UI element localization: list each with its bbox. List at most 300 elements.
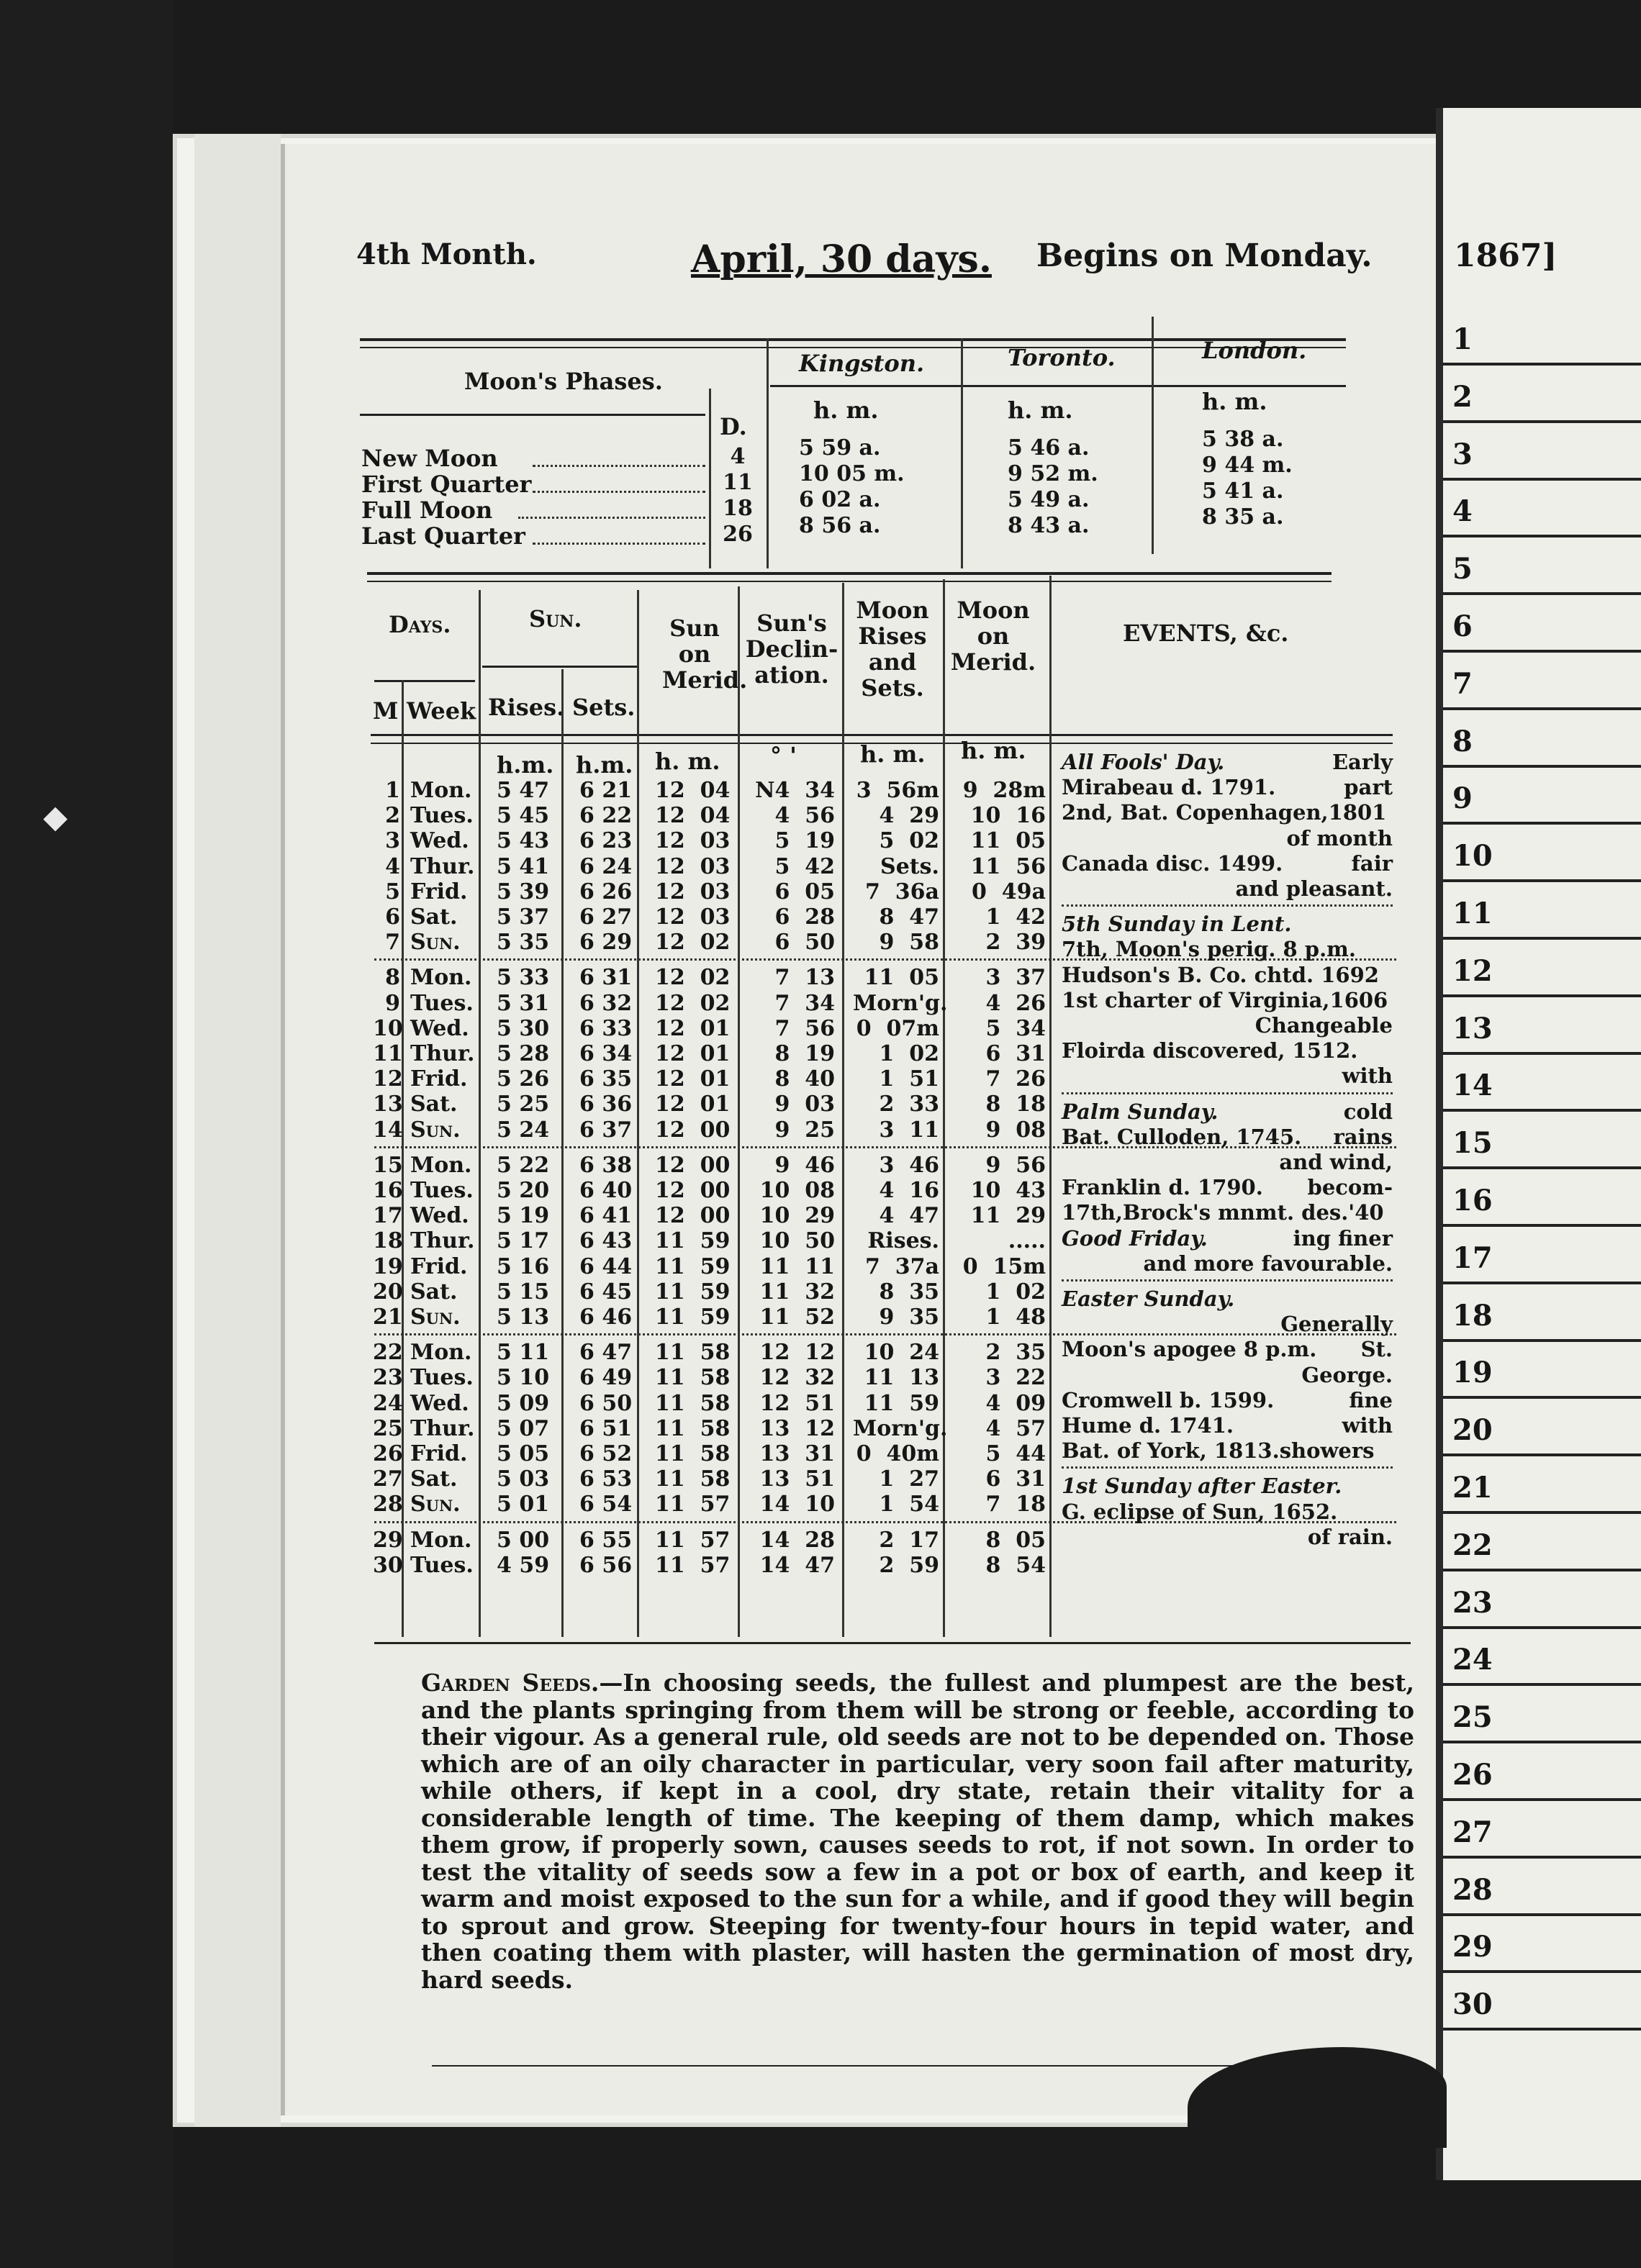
facing-row-rule <box>1443 363 1641 366</box>
sun-rises: 5 11 <box>497 1340 550 1366</box>
year-label: 1867] <box>1454 237 1558 274</box>
moon-meridian: 11 29 <box>970 1203 1046 1229</box>
sun-rises: 5 41 <box>497 853 550 879</box>
col-line-decl <box>842 583 844 1637</box>
moon-rises-h1: Moon <box>856 597 929 624</box>
sun-declination: 9 25 <box>774 1117 835 1143</box>
day-of-week: Sun. <box>410 930 461 956</box>
sun-sets: 6 46 <box>579 1305 633 1330</box>
sun-rises: 5 25 <box>497 1092 550 1117</box>
month-label: 4th Month. <box>356 237 537 271</box>
sun-sets: 6 43 <box>579 1228 633 1254</box>
event-text: 1st charter of Virginia,1606 <box>1062 987 1388 1012</box>
facing-day-number: 8 <box>1452 724 1473 758</box>
day-of-month: 7 <box>385 930 400 956</box>
event-line <box>1062 1150 1393 1176</box>
day-of-week: Wed. <box>410 1390 469 1416</box>
sun-merid-h3: Merid. <box>662 666 748 694</box>
facing-day-number: 28 <box>1452 1872 1493 1907</box>
moon-rise-set: 11 59 <box>864 1390 939 1416</box>
top-rule <box>360 338 1346 341</box>
sun-rises: 5 09 <box>497 1390 550 1416</box>
day-of-month: 4 <box>385 853 400 879</box>
day-of-week: Thur. <box>410 1415 475 1441</box>
facing-day-number: 19 <box>1452 1356 1493 1390</box>
event-weather: of rain. <box>1307 1524 1393 1549</box>
facing-day-number: 7 <box>1452 666 1473 701</box>
sun-declination: 6 05 <box>774 879 835 904</box>
garden-seeds-lead: Garden Seeds. <box>421 1669 600 1697</box>
sun-sets: 6 55 <box>579 1527 633 1553</box>
sun-sets: 6 33 <box>579 1015 633 1041</box>
decl-h1: Sun's <box>756 609 827 637</box>
moon-rise-set: 1 02 <box>879 1041 939 1066</box>
event-weather: with <box>1342 1063 1393 1089</box>
phase-kingston: 10 05 m. <box>799 461 905 486</box>
sun-declination: 5 42 <box>774 853 835 879</box>
day-of-month: 21 <box>373 1305 403 1330</box>
phase-london: 8 35 a. <box>1202 504 1284 530</box>
day-of-week: Mon. <box>410 965 472 991</box>
sun-rises: 4 59 <box>497 1552 550 1578</box>
moon-rise-set: 4 29 <box>879 803 939 829</box>
phase-kingston: 8 56 a. <box>799 513 881 538</box>
phase-day: 18 <box>723 496 753 521</box>
day-of-week: Mon. <box>410 1527 472 1553</box>
phase-london: 5 38 a. <box>1202 427 1284 452</box>
facing-row-rule <box>1443 765 1641 768</box>
moon-rise-set: 0 07m <box>856 1015 939 1041</box>
event-line <box>1062 750 1393 776</box>
event-text: Cromwell b. 1599. <box>1062 1387 1275 1412</box>
event-weather: and pleasant. <box>1235 876 1393 901</box>
moon-meridian: 0 49a <box>972 879 1046 904</box>
sun-declination: 8 19 <box>774 1041 835 1066</box>
day-of-week: Frid. <box>410 1066 468 1092</box>
moon-rises-h2: Rises <box>858 622 927 650</box>
event-line <box>1062 851 1393 877</box>
facing-day-number: 2 <box>1452 379 1473 414</box>
sun-declination: 11 11 <box>759 1253 835 1279</box>
moon-meridian: 8 54 <box>985 1552 1046 1578</box>
sun-sets: 6 45 <box>579 1279 633 1305</box>
sun-declination: 11 32 <box>759 1279 835 1305</box>
moon-meridian: 7 26 <box>985 1066 1046 1092</box>
phase-toronto: 8 43 a. <box>1008 513 1090 538</box>
moon-rise-set: Morn'g. <box>853 990 948 1016</box>
moon-rise-set: 3 46 <box>879 1152 939 1178</box>
moon-merid-heading <box>950 597 1036 675</box>
event-text: Canada disc. 1499. <box>1062 850 1283 876</box>
sun-rises: 5 17 <box>497 1228 550 1254</box>
unit-sets: h.m. <box>576 751 633 779</box>
day-of-month: 25 <box>373 1415 403 1441</box>
moon-divider-2 <box>767 338 769 568</box>
event-weather: Generally <box>1280 1312 1393 1337</box>
moon-rise-set: 11 05 <box>864 965 939 991</box>
facing-row-rule <box>1443 1970 1641 1973</box>
day-of-month: 30 <box>373 1552 403 1578</box>
facing-day-number: 26 <box>1452 1758 1493 1792</box>
sun-sets: 6 53 <box>579 1466 633 1492</box>
event-weather: becom- <box>1307 1175 1393 1200</box>
facing-day-number: 1 <box>1452 322 1473 356</box>
facing-day-number: 13 <box>1452 1011 1493 1045</box>
day-of-week: Mon. <box>410 1340 472 1366</box>
sun-sets: 6 56 <box>579 1552 633 1578</box>
day-of-week: Sun. <box>410 1492 461 1518</box>
events-separator <box>1062 1279 1393 1282</box>
sun-rises: 5 10 <box>497 1365 550 1391</box>
facing-day-number: 5 <box>1452 552 1473 586</box>
sun-rises: 5 05 <box>497 1441 550 1466</box>
sun-meridian: 12 00 <box>655 1203 731 1229</box>
sun-rises: 5 19 <box>497 1203 550 1229</box>
top-rule-2 <box>360 347 1346 348</box>
day-of-month: 12 <box>373 1066 403 1092</box>
moon-meridian: 4 26 <box>985 990 1046 1016</box>
garden-seeds-paragraph <box>421 1669 1414 1993</box>
facing-day-number: 21 <box>1452 1471 1493 1505</box>
event-line <box>1062 1251 1393 1277</box>
page-title: April, 30 days. <box>691 237 992 281</box>
phase-london: 9 44 m. <box>1202 453 1293 478</box>
sun-merid-h2: on <box>678 640 711 668</box>
day-of-month: 22 <box>373 1340 403 1366</box>
sun-meridian: 12 01 <box>655 1041 731 1066</box>
unit-moonmerid: h. m. <box>961 737 1026 764</box>
moon-rise-set: 9 35 <box>879 1305 939 1330</box>
day-of-month: 2 <box>385 803 400 829</box>
facing-day-number: 15 <box>1452 1126 1493 1161</box>
event-text: Bat. Culloden, 1745. <box>1062 1124 1302 1149</box>
sun-declination: 9 46 <box>774 1152 835 1178</box>
sun-rises: 5 37 <box>497 904 550 930</box>
sun-sets: 6 34 <box>579 1041 633 1066</box>
day-of-month: 28 <box>373 1492 403 1518</box>
sun-sets: 6 52 <box>579 1441 633 1466</box>
moon-rise-set: 4 16 <box>879 1178 939 1203</box>
phase-name: Last Quarter <box>361 522 525 550</box>
sun-rises: 5 26 <box>497 1066 550 1092</box>
moon-rise-set: 11 13 <box>864 1365 939 1391</box>
day-of-month: 19 <box>373 1253 403 1279</box>
event-line <box>1062 1099 1393 1125</box>
unit-decl: ° ' <box>770 742 797 769</box>
day-of-week: Thur. <box>410 1041 475 1066</box>
sun-declination: 10 50 <box>759 1228 835 1254</box>
sun-meridian: 12 00 <box>655 1178 731 1203</box>
facing-row-rule <box>1443 1052 1641 1055</box>
event-line <box>1062 1363 1393 1389</box>
events-separator <box>1062 1466 1393 1469</box>
phase-leader <box>533 465 705 467</box>
facing-day-number: 30 <box>1452 1987 1493 2022</box>
event-line <box>1062 1125 1393 1151</box>
moon-meridian: 5 34 <box>985 1015 1046 1041</box>
event-line <box>1062 1500 1393 1525</box>
facing-row-rule <box>1443 1913 1641 1916</box>
event-line <box>1062 1226 1393 1252</box>
sun-sets: 6 27 <box>579 904 633 930</box>
places-rule <box>770 385 1346 387</box>
day-of-week: Frid. <box>410 879 468 904</box>
decl-h3: ation. <box>754 661 829 689</box>
day-of-week: Mon. <box>410 778 472 803</box>
sun-rises: 5 24 <box>497 1117 550 1143</box>
moon-meridian: 5 44 <box>985 1441 1046 1466</box>
day-of-week: Tues. <box>410 990 474 1016</box>
col-line-merid <box>738 586 740 1637</box>
day-of-week: Sun. <box>410 1117 461 1143</box>
event-text: Hume d. 1741. <box>1062 1413 1234 1438</box>
moon-rise-set: 10 24 <box>864 1340 939 1366</box>
day-of-week: Wed. <box>410 1203 469 1229</box>
event-line <box>1062 1038 1393 1064</box>
decl-h2: Declin- <box>745 635 838 663</box>
moon-meridian: 4 57 <box>985 1415 1046 1441</box>
event-weather: fine <box>1349 1387 1393 1412</box>
moon-meridian: 9 08 <box>985 1117 1046 1143</box>
event-line <box>1062 775 1393 801</box>
moon-meridian: 10 16 <box>970 803 1046 829</box>
moon-rise-set: 7 36a <box>865 879 939 904</box>
sun-meridian: 12 04 <box>655 803 731 829</box>
event-weather: and wind, <box>1279 1150 1393 1174</box>
moon-divider-1 <box>709 389 711 568</box>
garden-seeds-text: —In choosing seeds, the fullest and plumpest are the best, and the plants springing from them will be strong or feeble, according to their vigour. As a general rule, old seeds are not to be depended on. Those which are of an oily character in particular, very soon fail after maturity, while others, if kept in a cool, dry state, retain their vitality for a considerable length of time. The keeping of them damp, which makes them grow, if properly sown, causes seeds to rot, if not sown. In order to test the vitality of seeds sow a few in a pot or box of earth, and keep it warm and moist exposed to the sun for a while, and if good they will begin to sprout and grow. Steeping for twenty-four hours in tepid water, and then coating them with plaster, will hasten the germination of most dry, hard seeds. <box>421 1669 1414 1994</box>
facing-day-number: 12 <box>1452 953 1493 988</box>
facing-row-rule <box>1443 707 1641 710</box>
event-line <box>1062 1063 1393 1089</box>
day-of-week: Frid. <box>410 1253 468 1279</box>
event-line <box>1062 1175 1393 1201</box>
days-sub-rule <box>374 680 475 682</box>
events-separator <box>1062 904 1393 907</box>
facing-row-rule <box>1443 1741 1641 1743</box>
sun-declination: 6 28 <box>774 904 835 930</box>
phase-leader <box>533 491 705 493</box>
day-of-month: 8 <box>385 965 400 991</box>
sun-meridian: 12 03 <box>655 879 731 904</box>
sun-declination: 9 03 <box>774 1092 835 1117</box>
sun-meridian: 11 59 <box>655 1253 731 1279</box>
sun-declination: 5 19 <box>774 828 835 854</box>
days-heading: Days. <box>389 611 451 638</box>
moon-meridian: ..... <box>1008 1228 1046 1254</box>
events-separator <box>1062 1092 1393 1094</box>
facing-row-rule <box>1443 1683 1641 1686</box>
phase-kingston: 5 59 a. <box>799 435 881 461</box>
phase-name: New Moon <box>361 445 498 472</box>
sun-declination: 13 12 <box>759 1415 835 1441</box>
sun-rises: 5 22 <box>497 1152 550 1178</box>
sun-meridian: 11 58 <box>655 1365 731 1391</box>
event-weather: part <box>1344 775 1393 800</box>
sun-meridian: 12 01 <box>655 1066 731 1092</box>
moon-rise-set: 0 40m <box>856 1441 939 1466</box>
sun-meridian: 12 02 <box>655 930 731 956</box>
day-of-month: 20 <box>373 1279 403 1305</box>
sun-sets: 6 22 <box>579 803 633 829</box>
moon-rise-set: 8 35 <box>879 1279 939 1305</box>
facing-day-number: 16 <box>1452 1184 1493 1217</box>
sun-sets: 6 26 <box>579 879 633 904</box>
phase-toronto: 5 49 a. <box>1008 487 1090 512</box>
facing-day-number: 22 <box>1452 1528 1493 1562</box>
day-of-month: 18 <box>373 1228 403 1254</box>
event-line <box>1062 1388 1393 1414</box>
moon-rise-set: 2 17 <box>879 1527 939 1553</box>
facing-day-number: 29 <box>1452 1930 1493 1964</box>
sun-declination: 10 08 <box>759 1178 835 1203</box>
facing-row-rule <box>1443 1453 1641 1456</box>
day-of-month: 26 <box>373 1441 403 1466</box>
moon-rise-set: 7 37a <box>865 1253 939 1279</box>
moon-meridian: 8 05 <box>985 1527 1046 1553</box>
unit-toronto: h. m. <box>1008 396 1073 424</box>
sun-declination: 13 31 <box>759 1441 835 1466</box>
sun-declination: 7 56 <box>774 1015 835 1041</box>
moon-meridian: 11 56 <box>970 853 1046 879</box>
sun-meridian: 11 59 <box>655 1279 731 1305</box>
place-kingston: Kingston. <box>799 350 925 377</box>
event-line <box>1062 826 1393 852</box>
facing-day-number: 24 <box>1452 1643 1493 1677</box>
day-of-week: Sat. <box>410 1466 458 1492</box>
moon-rises-h3: and <box>868 648 917 676</box>
moon-merid-h2: on <box>977 622 1010 650</box>
sun-sets: 6 44 <box>579 1253 633 1279</box>
sun-sets: 6 31 <box>579 965 633 991</box>
day-of-month: 14 <box>373 1117 403 1143</box>
header-bottom-rule <box>371 734 1393 736</box>
sun-sets: 6 40 <box>579 1178 633 1203</box>
sun-rises: 5 01 <box>497 1492 550 1518</box>
facing-day-number: 25 <box>1452 1700 1493 1735</box>
sun-declination: 7 34 <box>774 990 835 1016</box>
sun-merid-h1: Sun <box>669 614 720 642</box>
facing-row-rule <box>1443 1569 1641 1571</box>
day-of-week: Thur. <box>410 1228 475 1254</box>
day-of-month: 24 <box>373 1390 403 1416</box>
phase-name: Full Moon <box>361 496 493 524</box>
facing-row-rule <box>1443 822 1641 825</box>
facing-row-rule <box>1443 879 1641 882</box>
event-text: 1st Sunday after Easter. <box>1062 1474 1342 1499</box>
sun-meridian: 12 03 <box>655 828 731 854</box>
day-of-month: 9 <box>385 990 400 1016</box>
event-text: All Fools' Day. <box>1062 750 1225 774</box>
sun-meridian: 11 58 <box>655 1390 731 1416</box>
moon-rise-set: 3 11 <box>879 1117 939 1143</box>
sun-rises: 5 07 <box>497 1415 550 1441</box>
day-of-week: Tues. <box>410 1365 474 1391</box>
day-of-month: 27 <box>373 1466 403 1492</box>
scan-background-left <box>0 0 173 2268</box>
event-line <box>1062 1525 1393 1551</box>
moon-rise-set: 2 33 <box>879 1092 939 1117</box>
sun-sets: 6 32 <box>579 990 633 1016</box>
moon-rise-set: 1 54 <box>879 1492 939 1518</box>
event-line <box>1062 912 1393 938</box>
moon-meridian: 1 48 <box>985 1305 1046 1330</box>
sun-meridian: 12 02 <box>655 990 731 1016</box>
event-weather: ing finer <box>1293 1225 1393 1251</box>
moon-merid-h1: Moon <box>957 597 1030 624</box>
day-of-month: 13 <box>373 1092 403 1117</box>
facing-day-number: 23 <box>1452 1585 1493 1620</box>
sun-sets: 6 50 <box>579 1390 633 1416</box>
event-weather: with <box>1342 1413 1393 1438</box>
unit-rises: h.m. <box>497 751 554 779</box>
moon-meridian: 10 43 <box>970 1178 1046 1203</box>
facing-day-number: 11 <box>1452 897 1493 930</box>
sun-meridian: 11 59 <box>655 1228 731 1254</box>
facing-day-number: 10 <box>1452 839 1493 874</box>
moon-meridian: 9 28m <box>962 778 1046 803</box>
sun-sets: 6 49 <box>579 1365 633 1391</box>
phase-leader <box>533 543 705 545</box>
facing-day-number: 14 <box>1452 1069 1493 1103</box>
facing-day-number: 18 <box>1452 1298 1493 1333</box>
sun-meridian: 11 59 <box>655 1305 731 1330</box>
day-of-month: 1 <box>385 778 400 803</box>
sun-meridian: 12 01 <box>655 1015 731 1041</box>
sun-rises: 5 20 <box>497 1178 550 1203</box>
moon-bottom-rule <box>367 572 1332 575</box>
day-of-week: Sat. <box>410 1279 458 1305</box>
unit-moon: h. m. <box>860 740 926 768</box>
sun-meridian: 11 58 <box>655 1466 731 1492</box>
sun-sub-rule <box>482 666 637 668</box>
sun-sets: 6 47 <box>579 1340 633 1366</box>
sun-meridian: 11 57 <box>655 1552 731 1578</box>
sun-rises: 5 47 <box>497 778 550 803</box>
sun-sets: 6 29 <box>579 930 633 956</box>
moon-rise-set: 5 02 <box>879 828 939 854</box>
event-text: 5th Sunday in Lent. <box>1062 912 1292 937</box>
event-text: Moon's apogee 8 p.m. <box>1062 1337 1317 1362</box>
moon-meridian: 7 18 <box>985 1492 1046 1518</box>
day-of-week: Wed. <box>410 1015 469 1041</box>
facing-row-rule <box>1443 1798 1641 1801</box>
sun-rises: 5 45 <box>497 803 550 829</box>
moon-meridian: 2 35 <box>985 1340 1046 1366</box>
col-line-mm <box>1049 576 1052 1637</box>
day-of-week: Tues. <box>410 803 474 829</box>
day-of-week: Sat. <box>410 1092 458 1117</box>
day-of-month: 6 <box>385 904 400 930</box>
event-weather: cold <box>1343 1099 1393 1124</box>
unit-kingston: h. m. <box>813 396 879 424</box>
event-line <box>1062 937 1393 963</box>
sun-rises: 5 03 <box>497 1466 550 1492</box>
event-line <box>1062 1287 1393 1312</box>
moon-rises-h4: Sets. <box>861 674 924 702</box>
facing-row-rule <box>1443 592 1641 595</box>
d-heading: D. <box>720 413 747 440</box>
phase-leader <box>518 517 705 519</box>
sun-rises: 5 28 <box>497 1041 550 1066</box>
scan-mark: ◆ <box>43 799 68 835</box>
moon-rise-set: 2 59 <box>879 1552 939 1578</box>
event-text: 2nd, Bat. Copenhagen,1801 <box>1062 800 1387 825</box>
sun-meridian: 11 58 <box>655 1340 731 1366</box>
facing-row-rule <box>1443 1396 1641 1399</box>
facing-day-number: 17 <box>1452 1240 1493 1275</box>
sun-meridian: 11 58 <box>655 1441 731 1466</box>
